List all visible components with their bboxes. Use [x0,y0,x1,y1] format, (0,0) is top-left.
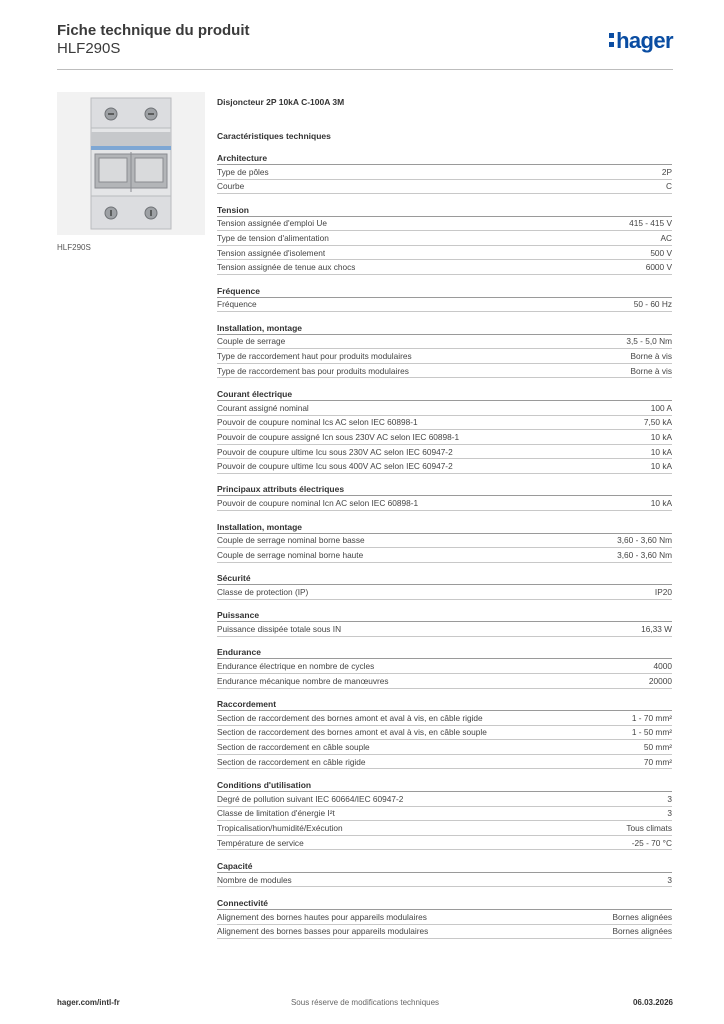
spec-value: 70 mm² [643,756,672,767]
spec-value: 3 [667,874,672,885]
page-header [57,22,673,70]
section-title: Installation, montage [217,521,672,534]
spec-value: 6000 V [645,262,672,273]
spec-value: 50 - 60 Hz [633,299,672,310]
spec-label: Type de pôles [217,166,269,177]
spec-label: Courbe [217,181,245,192]
spec-row [217,496,672,511]
spec-row [217,459,672,474]
spec-label: Section de raccordement en câble rigide [217,756,366,767]
spec-label: Tension assignée d'isolement [217,247,326,258]
spec-label: Pouvoir de coupure nominal Ics AC selon IEC 60898-1 [217,417,418,428]
section-title: Tension [217,204,672,217]
spec-label: Endurance électrique en nombre de cycles [217,661,375,672]
spec-label: Tension assignée de tenue aux chocs [217,262,356,273]
spec-row [217,726,672,741]
spec-row [217,548,672,563]
spec-label: Pouvoir de coupure assigné Icn sous 230V AC selon IEC 60898-1 [217,431,460,442]
spec-row [217,401,672,416]
spec-row [217,659,672,674]
spec-label: Pouvoir de coupure ultime Icu sous 230V AC selon IEC 60947-2 [217,446,453,457]
spec-section [217,860,672,888]
spec-row [217,807,672,822]
spec-label: Classe de protection (IP) [217,586,309,597]
section-title: Courant électrique [217,388,672,401]
spec-value: 10 kA [650,498,672,509]
section-title: Endurance [217,646,672,659]
spec-row [217,335,672,350]
spec-value: 20000 [648,675,672,686]
spec-value: C [666,181,672,192]
product-image-caption: HLF290S [57,243,91,252]
spec-section [217,322,672,379]
spec-value: 16,33 W [641,624,672,635]
hager-logo [609,28,673,54]
spec-row [217,217,672,232]
spec-value: 3 [667,808,672,819]
spec-row [217,260,672,275]
spec-row [217,585,672,600]
spec-value: AC [660,233,672,244]
logo-dots-icon [609,33,614,47]
spec-value: Tous climats [626,822,672,833]
footer-disclaimer: Sous réserve de modifications techniques [290,998,440,1007]
section-title: Architecture [217,152,672,165]
spec-label: Nombre de modules [217,874,292,885]
spec-section [217,521,672,563]
section-title: Sécurité [217,572,672,585]
spec-label: Classe de limitation d'énergie I²t [217,808,335,819]
spec-value: 3,60 - 3,60 Nm [617,535,672,546]
spec-row [217,622,672,637]
section-title: Principaux attributs électriques [217,483,672,496]
spec-label: Pouvoir de coupure nominal Icn AC selon IEC 60898-1 [217,498,419,509]
spec-label: Température de service [217,837,304,848]
specs-heading: Caractéristiques techniques [217,131,331,141]
spec-value: 3,60 - 3,60 Nm [617,549,672,560]
section-title: Raccordement [217,698,672,711]
spec-row [217,165,672,180]
spec-row [217,298,672,313]
spec-value: 100 A [650,402,672,413]
spec-label: Couple de serrage [217,336,286,347]
spec-label: Alignement des bornes hautes pour appareils modulaires [217,911,427,922]
spec-value: -25 - 70 °C [631,837,672,848]
spec-value: 1 - 70 mm² [631,712,672,723]
footer-date: 06.03.2026 [632,998,673,1007]
spec-section [217,609,672,637]
spec-section [217,572,672,600]
spec-value: Bornes alignées [612,926,672,937]
spec-section [217,152,672,194]
spec-row [217,364,672,379]
spec-row [217,821,672,836]
spec-label: Couple de serrage nominal borne basse [217,535,365,546]
spec-value: 500 V [650,247,672,258]
spec-label: Puissance dissipée totale sous IN [217,624,342,635]
spec-row [217,925,672,940]
section-title: Installation, montage [217,322,672,335]
spec-row [217,534,672,549]
spec-section [217,646,672,688]
spec-row [217,711,672,726]
section-title: Connectivité [217,897,672,910]
spec-section [217,204,672,275]
spec-label: Section de raccordement des bornes amont et aval à vis, en câble rigide [217,712,483,723]
spec-label: Couple de serrage nominal borne haute [217,549,364,560]
spec-row [217,416,672,431]
spec-value: Bornes alignées [612,911,672,922]
spec-section [217,698,672,769]
spec-row [217,349,672,364]
product-name: Disjoncteur 2P 10kA C-100A 3M [217,97,345,107]
spec-row [217,836,672,851]
spec-section [217,897,672,939]
footer-website: hager.com/intl-fr [57,998,120,1007]
spec-label: Type de raccordement bas pour produits modulaires [217,365,409,376]
spec-row [217,231,672,246]
spec-label: Degré de pollution suivant IEC 60664/IEC 60947-2 [217,793,404,804]
spec-value: 415 - 415 V [629,218,672,229]
spec-label: Section de raccordement en câble souple [217,742,370,753]
spec-value: 1 - 50 mm² [631,727,672,738]
spec-row [217,910,672,925]
spec-row [217,674,672,689]
section-title: Puissance [217,609,672,622]
logo-text: hager [616,28,673,53]
spec-label: Endurance mécanique nombre de manœuvres [217,675,389,686]
spec-row [217,246,672,261]
spec-value: 4000 [653,661,672,672]
spec-label: Type de tension d'alimentation [217,233,329,244]
spec-section [217,285,672,313]
spec-label: Pouvoir de coupure ultime Icu sous 400V AC selon IEC 60947-2 [217,461,453,472]
spec-row [217,755,672,770]
spec-row [217,430,672,445]
spec-label: Section de raccordement des bornes amont et aval à vis, en câble souple [217,727,487,738]
spec-row [217,873,672,888]
spec-label: Fréquence [217,299,257,310]
spec-label: Tension assignée d'emploi Ue [217,218,327,229]
spec-row [217,445,672,460]
spec-value: Borne à vis [630,365,672,376]
spec-label: Courant assigné nominal [217,402,309,413]
spec-label: Alignement des bornes basses pour appareils modulaires [217,926,429,937]
spec-value: IP20 [654,586,672,597]
section-title: Conditions d'utilisation [217,779,672,792]
circuit-breaker-image [57,92,205,235]
spec-row [217,792,672,807]
section-title: Capacité [217,860,672,873]
spec-value: Borne à vis [630,351,672,362]
product-reference: HLF290S [57,40,121,57]
spec-value: 10 kA [650,431,672,442]
spec-row [217,740,672,755]
spec-value: 3,5 - 5,0 Nm [626,336,672,347]
spec-value: 10 kA [650,446,672,457]
spec-section [217,779,672,850]
spec-value: 7,50 kA [643,417,672,428]
spec-row [217,180,672,195]
spec-value: 3 [667,793,672,804]
section-title: Fréquence [217,285,672,298]
spec-section [217,388,672,474]
spec-label: Tropicalisation/humidité/Exécution [217,822,343,833]
spec-sections [217,152,672,939]
document-title: Fiche technique du produit [57,22,250,39]
spec-value: 10 kA [650,461,672,472]
spec-content [217,96,672,949]
spec-section [217,483,672,511]
spec-value: 50 mm² [643,742,672,753]
spec-label: Type de raccordement haut pour produits modulaires [217,351,412,362]
spec-value: 2P [661,166,672,177]
